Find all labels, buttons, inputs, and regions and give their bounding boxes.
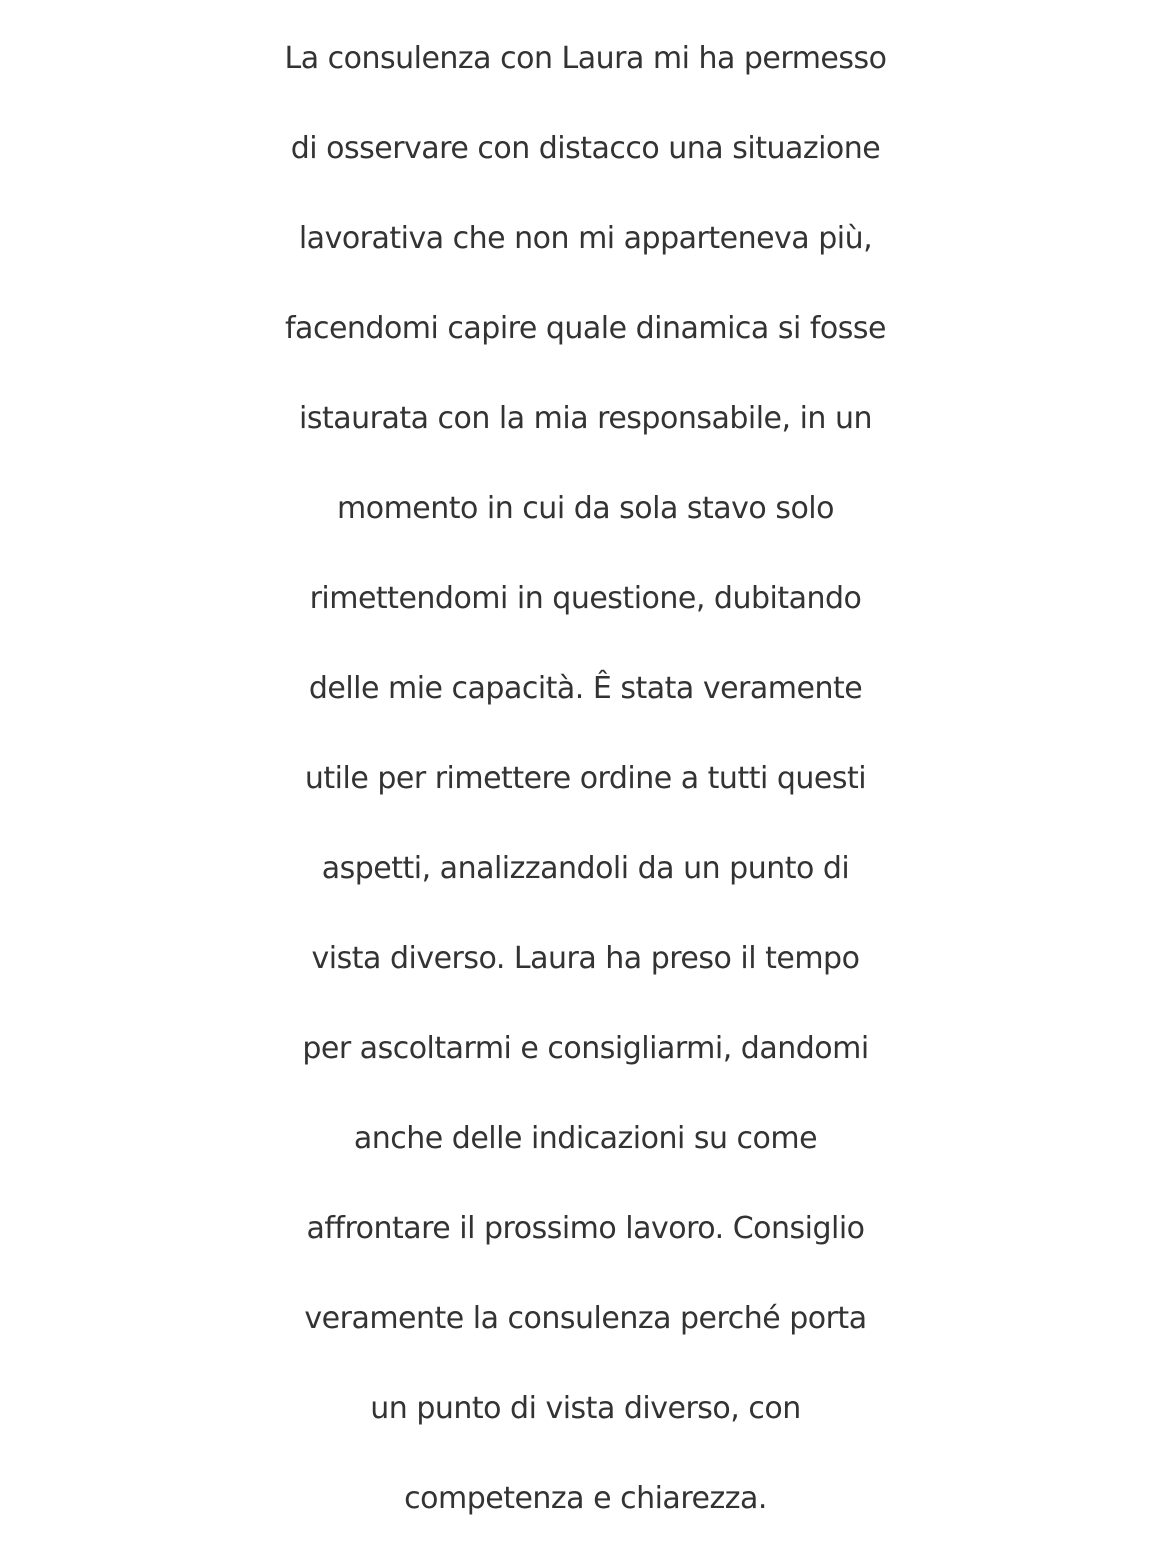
testimonial-line: momento in cui da sola stavo solo [337, 491, 834, 526]
testimonial-line: di osservare con distacco una situazione [290, 131, 881, 166]
testimonial-line: delle mie capacità. Ê stata veramente [308, 671, 863, 706]
testimonial-line: affrontare il prossimo lavoro. Consiglio [306, 1211, 865, 1246]
testimonial-line: aspetti, analizzandoli da un punto di [321, 851, 850, 886]
testimonial-line: vista diverso. Laura ha preso il tempo [311, 941, 860, 976]
testimonial-line: per ascoltarmi e consigliarmi, dandomi [302, 1031, 869, 1066]
testimonial-line: lavorativa che non mi apparteneva più, [298, 221, 873, 256]
testimonial-line: anche delle indicazioni su come [353, 1121, 818, 1156]
testimonial-line: veramente la consulenza perché porta [304, 1301, 867, 1336]
testimonial-line: competenza e chiarezza. [404, 1481, 767, 1516]
testimonial-line: facendomi capire quale dinamica si fosse [285, 311, 886, 346]
testimonial-line: La consulenza con Laura mi ha permesso [284, 41, 887, 76]
testimonial-line: rimettendomi in questione, dubitando [309, 581, 862, 616]
testimonial-line: utile per rimettere ordine a tutti questi [304, 761, 867, 796]
testimonial-line: un punto di vista diverso, con [370, 1391, 801, 1426]
testimonial-line: istaurata con la mia responsabile, in un [299, 401, 872, 436]
